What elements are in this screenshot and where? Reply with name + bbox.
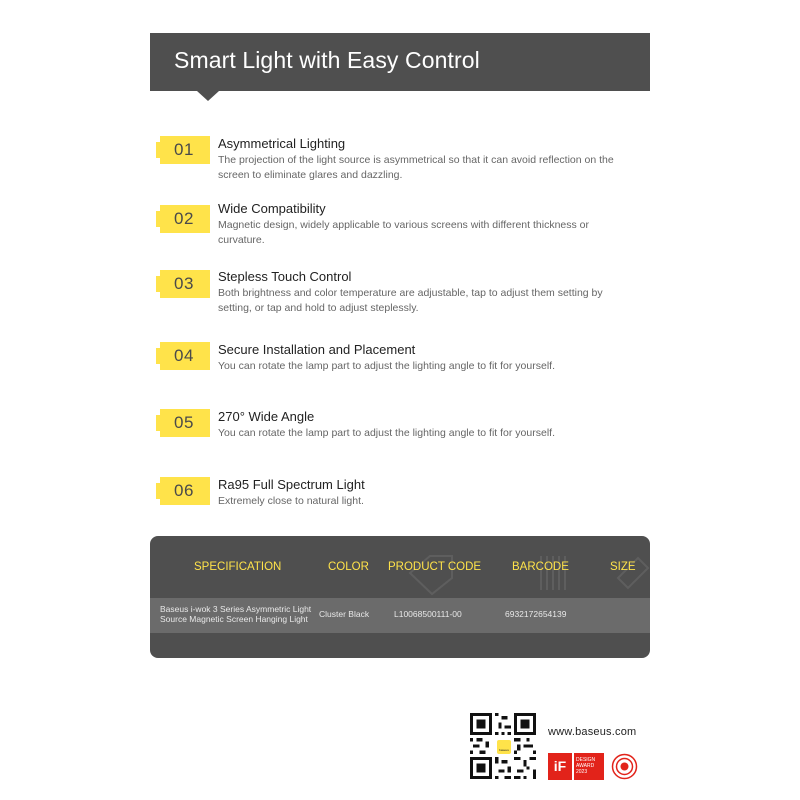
feature-title: Asymmetrical Lighting (218, 136, 346, 151)
spec-header-barcode: BARCODE (512, 561, 569, 573)
website-link[interactable]: www.baseus.com (548, 726, 637, 738)
spec-color-value: Cluster Black (319, 609, 370, 619)
baseus-logo-icon (496, 739, 512, 755)
red-dot-award-icon (611, 753, 638, 780)
qr-logo-text: baseus (499, 748, 509, 752)
feature-description: Extremely close to natural light. (218, 495, 364, 507)
feature-title: Ra95 Full Spectrum Light (218, 477, 365, 492)
feature-number-badge: 02 (160, 205, 210, 233)
if-award-logo-icon: iF (548, 753, 572, 780)
if-award-line1: DESIGN (576, 757, 596, 763)
ruler-deco-icon (612, 548, 650, 598)
feature-number-badge: 03 (160, 270, 210, 298)
spec-product-name-line1: Baseus i-wok 3 Series Asymmetric Light (160, 604, 312, 614)
feature-number-badge: 05 (160, 409, 210, 437)
if-award-line3: 2023 (576, 769, 588, 775)
spec-header-row (150, 536, 650, 598)
feature-description: Both brightness and color temperature are adjustable, tap to adjust them setting by setting, or tap and hold to adjust steplessly. (218, 287, 603, 314)
feature-title: Stepless Touch Control (218, 269, 352, 284)
feature-number-badge: 01 (160, 136, 210, 164)
spec-header-product-code: PRODUCT CODE (388, 561, 482, 573)
spec-header-color: COLOR (328, 561, 369, 573)
header-notch (197, 91, 219, 101)
feature-description: Magnetic design, widely applicable to various screens with different thickness or curvature. (218, 219, 589, 246)
header-banner (150, 33, 650, 91)
feature-description: You can rotate the lamp part to adjust the lighting angle to fit for yourself. (218, 360, 555, 372)
spec-header-size: SIZE (610, 561, 636, 573)
barcode-deco-icon (535, 548, 575, 598)
qr-code (470, 713, 536, 779)
if-design-award-badge (574, 753, 604, 780)
spec-header-specification: SPECIFICATION (194, 561, 282, 573)
page-title: Smart Light with Easy Control (174, 47, 480, 73)
feature-title: Wide Compatibility (218, 201, 326, 216)
tag-deco-icon (400, 548, 460, 598)
feature-title: Secure Installation and Placement (218, 342, 416, 357)
feature-description: You can rotate the lamp part to adjust the lighting angle to fit for yourself. (218, 427, 555, 439)
feature-number-badge: 04 (160, 342, 210, 370)
feature-title: 270° Wide Angle (218, 409, 315, 424)
specification-panel (150, 536, 650, 658)
spec-product-code-value: L10068500111-00 (394, 609, 462, 619)
feature-number-badge: 06 (160, 477, 210, 505)
if-award-line2: AWARD (576, 763, 595, 769)
spec-product-name-line2: Source Magnetic Screen Hanging Light (160, 614, 308, 624)
spec-product-name (160, 604, 311, 624)
spec-barcode-value: 6932172654139 (505, 609, 567, 619)
feature-description: The projection of the light source is asymmetrical so that it can avoid reflection on the screen to eliminate glares and dazzling. (218, 154, 614, 181)
spec-data-row (150, 598, 650, 633)
